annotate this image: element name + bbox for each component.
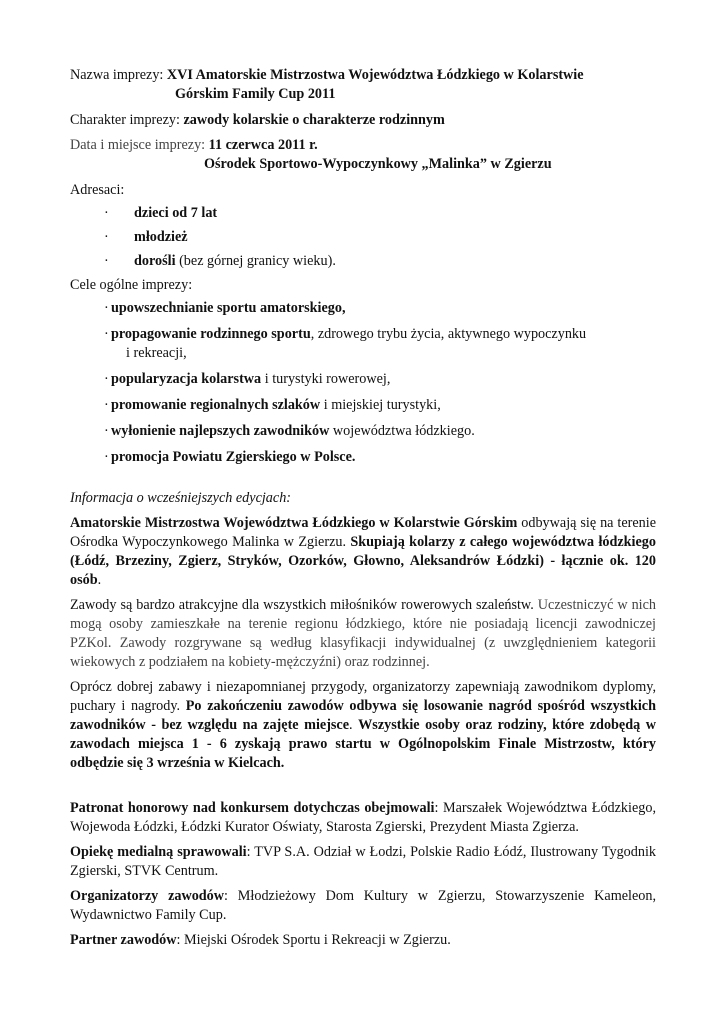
audience-item-bold: dzieci od 7 lat (134, 205, 218, 221)
goals-list (70, 299, 656, 467)
history-p2-text1: Zawody są bardzo atrakcyjne dla wszystkich miłośników rowerowych szaleństw. (70, 597, 538, 613)
document-page (70, 66, 656, 950)
patronage-value: : Marszałek Województwa Łódzkiego, Wojewoda Łódzki, Łódzki Kurator Oświaty, Starosta Zgierski, Prezydent Miasta Zgierza. (70, 800, 656, 835)
bullet-icon: · (104, 326, 109, 342)
history-p3-text2: . (349, 717, 359, 733)
goal-item-bold: wyłonienie najlepszych zawodników (111, 423, 330, 439)
list-item (70, 325, 656, 363)
event-name-label: Nazwa imprezy: (70, 67, 164, 83)
goal-item-text: i miejskiej turystyki, (320, 397, 441, 413)
history-p2-text2: Uczestniczyć w nich mogą osoby zamieszkałe na terenie regionu łódzkiego, które nie posiadają licencji zawodniczej PZKol. Zawody rozgrywane są według klasyfikacji indywidualnej (z uwzględnieniem kategorii wiekowych z podziałem na kobiety-mężczyźni) oraz rodzinnej. (70, 597, 657, 670)
history-p1-bold2: Skupiają kolarzy z całego województwa łódzkiego (Łódź, Brzeziny, Zgierz, Stryków, Ozorków, Głowno, Aleksandrów Łódzki) - łącznie ok. 120 osób (70, 534, 656, 588)
event-name-block (70, 66, 656, 104)
history-p3-bold2: Wszystkie osoby oraz rodziny, które zdobędą w zawodach miejsca 1 - 6 zyskają prawo startu w Ogólnopolskim Finale Mistrzostw, który odbędzie się 3 września w Kielcach. (70, 717, 656, 771)
media-paragraph (70, 843, 656, 881)
history-paragraph-1 (70, 514, 656, 590)
goal-item-bold: popularyzacja kolarstwa (111, 371, 262, 387)
goal-item-bold: promowanie regionalnych szlaków (111, 397, 321, 413)
history-p3-text1: Oprócz dobrej zabawy i niezapomnianej przygody, organizatorzy zapewniają zawodnikom dyplomy, puchary i nagrody. (70, 679, 656, 714)
goal-item-bold: promocja Powiatu Zgierskiego w Polsce. (111, 449, 356, 465)
event-character-block (70, 111, 656, 130)
patronage-label: Patronat honorowy nad konkursem dotychczas obejmowali (70, 800, 435, 816)
goal-item-text: i turystyki rowerowej, (261, 371, 391, 387)
event-character-label: Charakter imprezy: (70, 112, 180, 128)
event-character-value: zawody kolarskie o charakterze rodzinnym (183, 112, 445, 128)
list-item (70, 228, 656, 247)
history-p1-end: . (97, 572, 102, 588)
organizers-paragraph (70, 887, 656, 925)
history-paragraph-3 (70, 678, 656, 773)
history-p3-bold1: Po zakończeniu zawodów odbywa się losowanie nagród spośród wszystkich zawodników - bez względu na zajęte miejsce (70, 698, 656, 733)
goal-item-continuation: i rekreacji, (126, 345, 187, 361)
history-p1-text1: odbywają się na terenie Ośrodka Wypoczynkowego Malinka w Zgierzu. (70, 515, 656, 550)
audience-item-bold: dorośli (134, 253, 176, 269)
list-item (70, 252, 656, 271)
bullet-icon: · (104, 423, 109, 439)
event-name-line1: XVI Amatorskie Mistrzostwa Województwa Łódzkiego w Kolarstwie (166, 67, 584, 83)
event-name-line2: Górskim Family Cup 2011 (175, 86, 336, 102)
list-item (70, 370, 656, 389)
audience-label: Adresaci: (70, 182, 125, 198)
media-label: Opiekę medialną sprawowali (70, 844, 247, 860)
bullet-icon: · (104, 253, 109, 269)
audience-item-bold: młodzież (134, 229, 188, 245)
history-paragraph-2 (70, 596, 656, 672)
event-date-label: Data i miejsce imprezy: (70, 137, 206, 153)
bullet-icon: · (104, 371, 109, 387)
partner-paragraph (70, 931, 656, 950)
bullet-icon: · (104, 205, 109, 221)
media-value: : TVP S.A. Odział w Łodzi, Polskie Radio Łódź, Ilustrowany Tygodnik Zgierski, STVK Centrum. (70, 844, 656, 879)
list-item (70, 299, 656, 318)
history-p1-bold1: Amatorskie Mistrzostwa Województwa Łódzkiego w Kolarstwie Górskim (70, 515, 518, 531)
bullet-icon: · (104, 449, 109, 465)
goal-item-bold: upowszechnianie sportu amatorskiego, (111, 300, 346, 316)
goal-item-text: , zdrowego trybu życia, aktywnego wypoczynku (310, 326, 587, 342)
event-place-value: Ośrodek Sportowo-Wypoczynkowy „Malinka” w Zgierzu (204, 156, 552, 172)
partner-label: Partner zawodów (70, 932, 177, 948)
goals-label: Cele ogólne imprezy: (70, 277, 193, 293)
event-date-place-block (70, 136, 656, 174)
event-date-value: 11 czerwca 2011 r. (208, 137, 318, 153)
list-item (70, 204, 656, 223)
list-item (70, 422, 656, 441)
list-item (70, 448, 656, 467)
bullet-icon: · (104, 229, 109, 245)
goal-item-bold: propagowanie rodzinnego sportu (111, 326, 311, 342)
bullet-icon: · (104, 397, 109, 413)
history-heading: Informacja o wcześniejszych edycjach: (70, 490, 292, 506)
audience-list (70, 204, 656, 271)
list-item (70, 396, 656, 415)
organizers-value: : Młodzieżowy Dom Kultury w Zgierzu, Stowarzyszenie Kameleon, Wydawnictwo Family Cup. (70, 888, 656, 923)
organizers-label: Organizatorzy zawodów (70, 888, 225, 904)
partner-value: : Miejski Ośrodek Sportu i Rekreacji w Zgierzu. (176, 932, 451, 948)
bullet-icon: · (104, 300, 109, 316)
goal-item-text: województwa łódzkiego. (329, 423, 475, 439)
patronage-paragraph (70, 799, 656, 837)
audience-item-text: (bez górnej granicy wieku). (175, 253, 336, 269)
